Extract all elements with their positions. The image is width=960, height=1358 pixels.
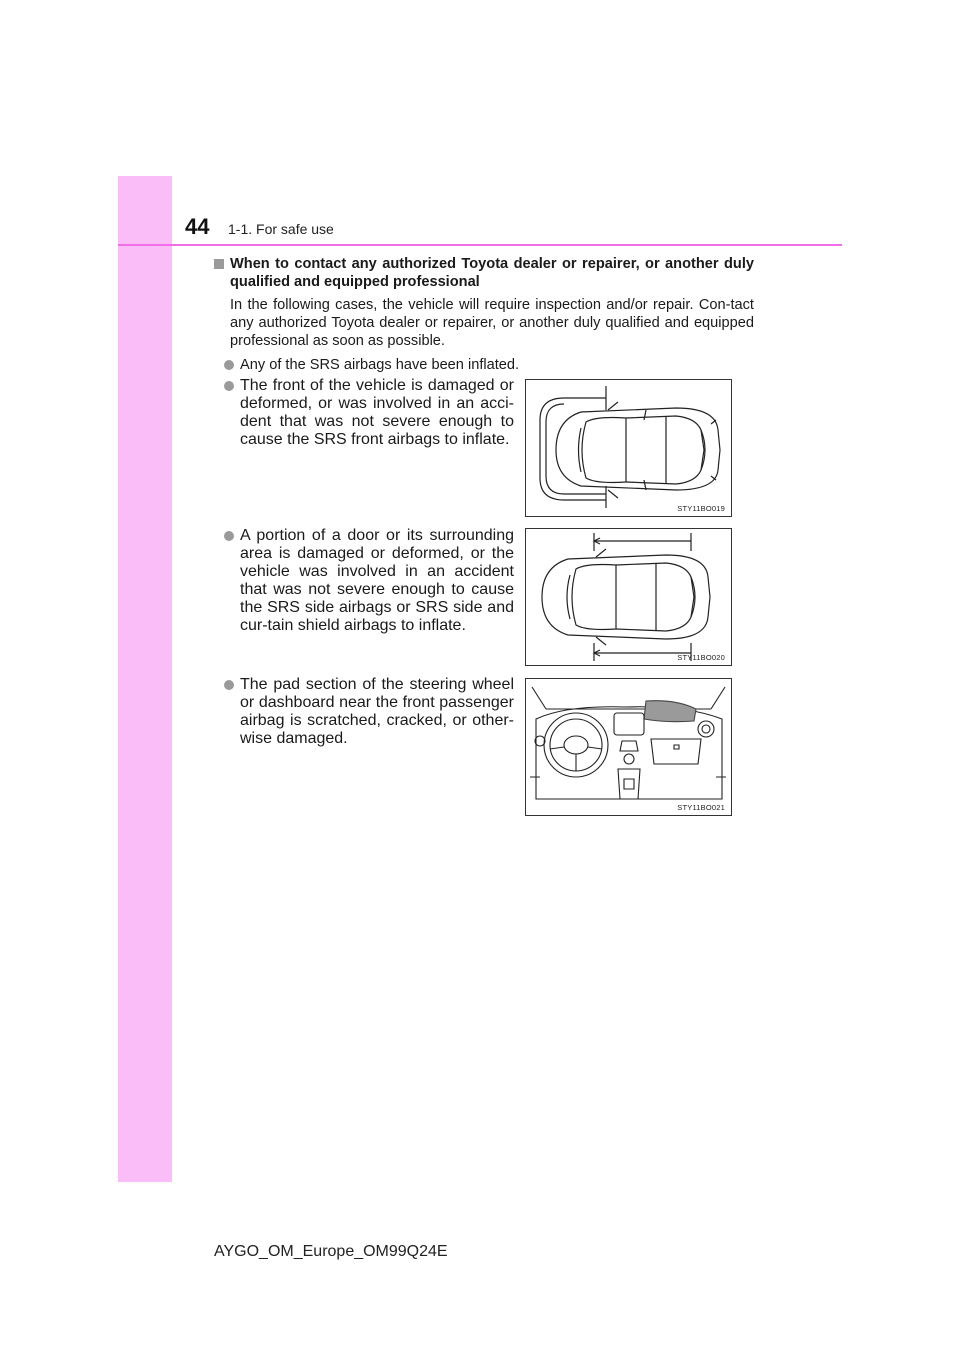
square-bullet-icon xyxy=(214,259,224,269)
dashboard-damage-row xyxy=(222,676,740,812)
section-title: 1-1. For safe use xyxy=(228,221,334,237)
car-top-side-illustration xyxy=(526,529,731,665)
figure-code: STY11BO019 xyxy=(677,504,725,513)
figure-code: STY11BO021 xyxy=(677,803,725,812)
round-bullet-icon xyxy=(224,680,234,690)
section-intro: In the following cases, the vehicle will require inspection and/or repair. Con-tact any authorized Toyota dealer or repairer, or another duly qualified and equipped professional as soon as possible. xyxy=(230,296,754,350)
side-damage-row xyxy=(222,527,740,662)
list-item-text: The pad section of the steering wheel or dashboard near the front passenger airbag is scratched, cracked, or other-wise damaged. xyxy=(240,676,514,747)
side-damage-figure xyxy=(525,528,732,666)
list-item xyxy=(222,377,514,449)
front-damage-row xyxy=(222,377,740,513)
header-rule xyxy=(118,244,842,246)
list-item-text: A portion of a door or its surrounding area is damaged or deformed, or the vehicle was involved in an accident that was not severe enough to cause the SRS side airbags or SRS side and cur-tain shield airbags to inflate. xyxy=(240,527,514,634)
side-band xyxy=(118,176,172,1182)
list-item xyxy=(222,527,514,635)
list-item-text: The front of the vehicle is damaged or deformed, or was involved in an acci-dent that was not severe enough to cause the SRS front airbags to inflate. xyxy=(240,377,514,448)
dashboard-illustration xyxy=(526,679,731,815)
section-heading-text: When to contact any authorized Toyota dealer or repairer, or another duly qualified and equipped professional xyxy=(230,256,754,291)
round-bullet-icon xyxy=(224,381,234,391)
list-item-text: Any of the SRS airbags have been inflated. xyxy=(240,357,520,374)
section-heading xyxy=(214,255,754,292)
page-number: 44 xyxy=(185,214,210,239)
content xyxy=(214,255,754,375)
round-bullet-icon xyxy=(224,531,234,541)
footer-doc-id: AYGO_OM_Europe_OM99Q24E xyxy=(214,1243,448,1260)
car-top-front-illustration xyxy=(526,380,731,516)
figure-code: STY11BO020 xyxy=(677,653,725,662)
list-item xyxy=(222,356,754,374)
front-damage-figure xyxy=(525,379,732,517)
list-item xyxy=(222,676,514,748)
dashboard-figure xyxy=(525,678,732,816)
round-bullet-icon xyxy=(224,360,234,370)
